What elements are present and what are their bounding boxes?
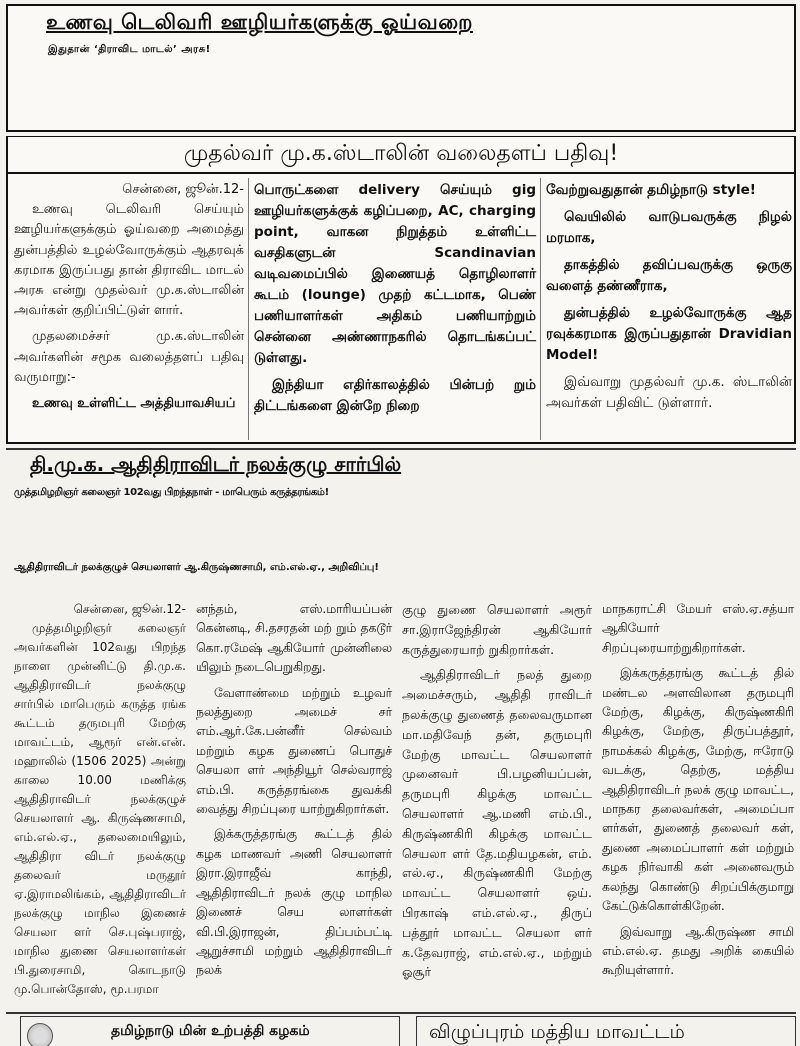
article2-col3-para: ஆதிதிராவிடர் நலத் துறை அமைச்சரும், ஆதிதி ராவிடர் நலக்குழு துணைத் தலைவருமான மா.மதிவேந் தன், தருமபுரி மேற்கு மாவட்ட செயலாளர் முனைவர் பி.பழனியப்பன், தருமபுரி கிழக்கு மாவட்ட செயலாளர் ஆ.மணி எம்.பி., கிருஷ்ணகிரி கிழக்கு மாவட்ட செயலா ளர் தே.மதியழகன், எம். எல்.ஏ., கிருஷ்ணகிரி மேற்கு மாவட்ட செயலாளர் ஒய். பிரகாஷ் எம்.எல்.ஏ., திருப் பத்தூர் மாவட்ட செயலா ளர் க.தேவராஜ், எம்.எல்.ஏ., மற்றும் ஓசூர் (402, 667, 592, 980)
article2-col2-para: இக்கருத்தரங்கு கூட்டத் தில் கழக மாணவர் அணி செயலாளர் இரா.இராஜீவ் காந்தி, ஆதிதிராவிடர் நலக் குழு மாநில இணைச் செய லாளர்கள் வி.பி.இராஜன், திப்பம்பட்டி ஆறுச்சாமி மற்றும் ஆதிதிராவிடர் நலக் (196, 827, 392, 978)
section-divider (6, 1012, 796, 1014)
emblem-icon (27, 1023, 53, 1046)
article1-col2-para: இந்தியா எதிர்காலத்தில் பின்பற் றும் திட்டங்களை இன்றே நிறை (254, 377, 536, 414)
article2-column-2 (196, 600, 392, 987)
article2-col2-para: வேளாண்மை மற்றும் உழவர் நலத்துறை அமைச் சர் எம்.ஆர்.கே.பன்னீர் செல்வம் மற்றும் கழக துணைப் பொதுச் செயலா ளர் அந்தியூர் செல்வராஜ் எம்.பி. கருத்தரங்கை துவக்கி வைத்து சிறப்புரை யாற்றுகிறார்கள். (196, 685, 392, 817)
article1-col2-para: பொருட்களை delivery செய்யும் gig ஊழியர்களுக்குக் கழிப்பறை, AC, charging point, வாகன நிறுத்தம் உள்ளிட்ட வசதிகளுடன் Scandinavian வடிவமைப்பில் இணையத் தொழிலாளர் கூடம் (lounge) முதற் கட்டமாக, பெண் பணியாளர்கள் அதிகம் பணியாற்றும் சென்னை அண்ணாநகரில் தொடங்கப்பட் டுள்ளது. (254, 182, 536, 366)
footer-right-title: விழுப்புரம் மத்திய மாவட்டம் (429, 1021, 685, 1043)
article2-headline: முத்தமிழறிஞர் கலைஞர் 102வது பிறந்தநாள் - மாபெரும் கருத்தரங்கம்! (14, 487, 329, 498)
article2-col1-para: முத்தமிழறிஞர் கலைஞர் அவர்களின் 102வது பிறந்த நாளை முன்னிட்டு தி.மு.க. ஆதிதிராவிடர் நலக்குழு சார்பில் மாபெரும் கருத்த ரங்க கூட்டம் தருமபுரி மேற்கு மாவட்டம், ஆரூர் என்.என். மஹாலில் (1506 2025) அன்று காலை 10.00 மணிக்கு ஆதிதிராவிடர் நலக்குழுச் செயலாளர் ஆ. கிருஷ்ணசாமி, எம்.எல்.ஏ., தலைமையிலும், ஆதிதிரா விடர் நலக்குழு தலைவர் மருதூர் ஏ.இராமலிங்கம், ஆதிதிராவிடர் நலக்குழு மாநில இணைச் செயலா ளர் செ.புஷ்பராஜ், மாநில துணை செயலாளர்கள் பி.துரைசாமி, கொடநாடு மு.பொன்தோஸ், மூ.பரமா (14, 621, 186, 996)
column-rule (540, 178, 541, 440)
article1-col3-para: வேற்றுவதுதான் தமிழ்நாடு style! (546, 182, 756, 198)
article1-col1-para: முதலமைச்சர் மு.க.ஸ்டாலின் அவர்களின் சமூக வலைத்தளப் பதிவு வருமாறு:- (14, 329, 244, 385)
article1-column-3 (546, 180, 792, 420)
article2-col3-para: குழு துணை செயலாளர் அரூர் சா.இராஜேந்திரன் ஆகியோர் கருத்துரையாற் றுகிறார்கள். (402, 602, 592, 657)
footer-left-title: தமிழ்நாடு மின் உற்பத்தி கழகம் (111, 1023, 310, 1039)
article1-headline: இதுதான் ‘திராவிட மாடல்’ அரசு! (48, 44, 211, 55)
article1-kicker: உணவு டெலிவரி ஊழியர்களுக்கு ஓய்வறை (46, 10, 473, 34)
article2-column-1 (14, 600, 186, 1005)
article2-col4-para: இக்கருத்தரங்கு கூட்டத் தில் மண்டல அளவிலான தருமபுரி மேற்கு, கிழக்கு, கிருஷ்ணகிரி கிழக்கு, மேற்கு, திருப்பத்தூர், நாமக்கல் கிழக்கு, மேற்கு, ஈரோடு வடக்கு, தெற்கு, மத்திய ஆதிதிராவிடர் நலக் குழு மாவட்ட, மாநகர தலைவர்கள், அமைப்பா ளர்கள், துணைத் தலைவர் கள், துணை அமைப்பாளர் கள் மற்றும் கழக நிர்வாகி கள் அனைவரும் கலந்து கொண்டு சிறப்பிக்குமாறு கேட்டுக்கொள்கிறேன். (602, 666, 794, 914)
footer-teaser-right (416, 1016, 796, 1046)
article1-col3-para: தாகத்தில் தவிப்பவருக்கு ஒருகு வளைத் தண்ணீராக, (546, 257, 792, 294)
article1-body (6, 174, 796, 444)
section-divider (6, 448, 796, 450)
article2-subheadline: ஆதிதிராவிடர் நலக்குழுச் செயலாளர் ஆ.கிருஷ்ணசாமி, எம்.எல்.ஏ., அறிவிப்பு! (14, 562, 379, 573)
article1-col3-para: துன்பத்தில் உழல்வோருக்கு ஆத ரவுக்கரமாக இருப்பதுதான் Dravidian Model! (546, 305, 792, 363)
column-rule (248, 178, 249, 440)
article2-col4-para: இவ்வாறு ஆ.கிருஷ்ண சாமி எம்.எல்.ஏ. தமது அறிக் கையில் கூறியுள்ளார். (602, 924, 794, 978)
article1-col1-para: உணவு டெலிவரி செய்யும் ஊழியர்களுக்கும் ஓய்வறை அமைத்து துன்பத்தில் உழல்வோருக்கும் ஆதரவுக் கரமாக இருப்பது தான் திராவிட மாடல் அரசு என்று முதல்வர் மு.க.ஸ்டாலின் அவர்கள் குறிப்பிட்டுள் ளார். (14, 202, 244, 319)
article1-col1-para: உணவு உள்ளிட்ட அத்தியாவசியப் (32, 396, 236, 412)
article2-col2-para: னந்தம், எஸ்.மாரியப்பன் கென்னடி, சி.தசரதன் மற் றும் தகடூர் கொ.ரமேஷ் ஆகியோர் முன்னிலை யிலும் நடைபெறுகிறது. (196, 602, 392, 675)
article1-column-2 (254, 180, 536, 423)
article1-header-box (6, 4, 796, 132)
article2-kicker: தி.மு.க. ஆதிதிராவிடர் நலக்குழு சார்பில் (30, 452, 402, 476)
article2-dateline: சென்னை, ஜூன்.12- (73, 602, 186, 616)
article2-col4-para: மாநகராட்சி மேயர் எஸ்.ஏ.சத்யா ஆகியோர் சிறப்புரையாற்றுகிறார்கள். (602, 602, 794, 655)
article1-column-1 (14, 180, 244, 420)
footer-teaser-left (20, 1016, 400, 1046)
article1-col3-para: வெயிலில் வாடுபவருக்கு நிழல் மரமாக, (546, 209, 792, 246)
article2-column-3 (402, 600, 592, 988)
article2-column-4 (602, 600, 794, 987)
article1-subheadline: முதல்வர் மு.க.ஸ்டாலின் வலைதளப் பதிவு! (6, 136, 796, 174)
article1-col3-para: இவ்வாறு முதல்வர் மு.க. ஸ்டாலின் அவர்கள் பதிவிட் டுள்ளார். (546, 374, 792, 411)
article1-dateline: சென்னை, ஜூன்.12- (122, 182, 244, 197)
